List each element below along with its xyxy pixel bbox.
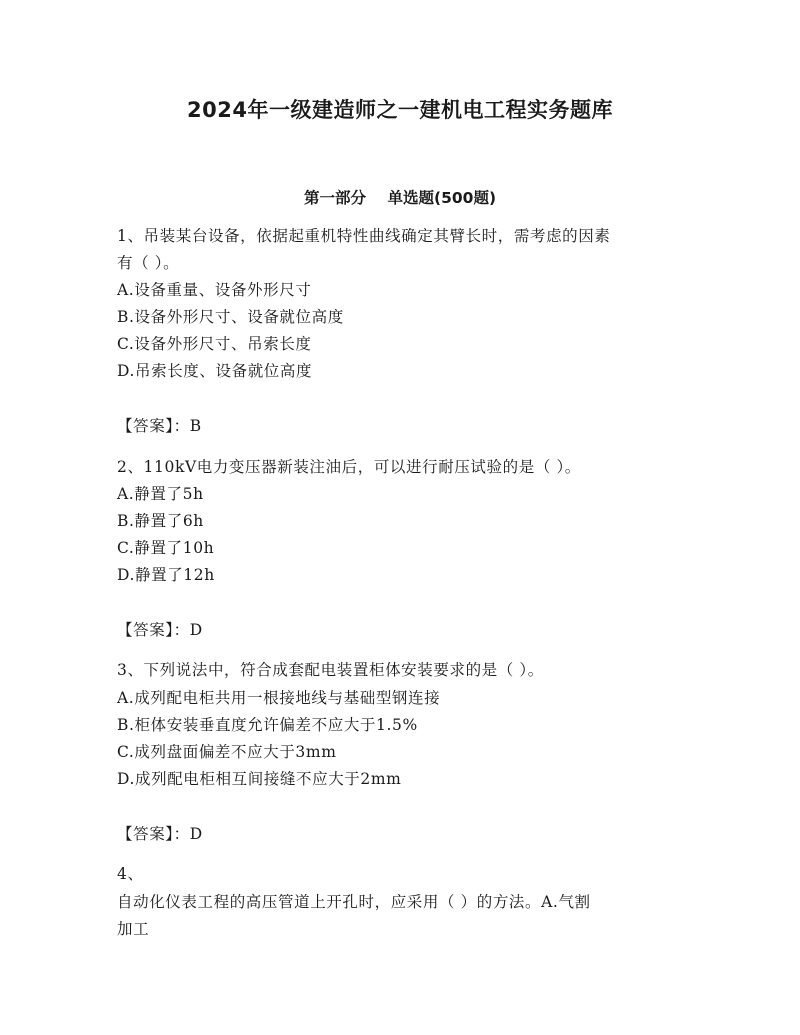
question-3-option-b: B.柜体安装垂直度允许偏差不应大于1.5% xyxy=(117,716,418,734)
question-3-stem: 3、下列说法中，符合成套配电装置柜体安装要求的是（ ）。 xyxy=(117,661,544,679)
question-3-answer: 【答案】：D xyxy=(117,825,203,843)
question-1-stem: 1、吊装某台设备，依据起重机特性曲线确定其臂长时，需考虑的因素 xyxy=(117,227,611,245)
question-3-option-d: D.成列配电柜相互间接缝不应大于2mm xyxy=(117,770,402,788)
question-2-answer: 【答案】：D xyxy=(117,621,203,639)
question-4-stem-cont: 加工 xyxy=(117,920,150,938)
question-1-option-a: A.设备重量、设备外形尺寸 xyxy=(117,281,312,299)
question-3-option-c: C.成列盘面偏差不应大于3mm xyxy=(117,743,337,761)
question-1-option-b: B.设备外形尺寸、设备就位高度 xyxy=(117,308,344,326)
document-title: 2024年一级建造师之一建机电工程实务题库 xyxy=(187,98,613,122)
section-title: 第一部分 单选题(500题) xyxy=(303,189,497,207)
question-2-option-b: B.静置了6h xyxy=(117,512,204,530)
question-2-option-a: A.静置了5h xyxy=(117,485,204,503)
question-4-number: 4、 xyxy=(117,865,144,883)
question-3-option-a: A.成列配电柜共用一根接地线与基础型钢连接 xyxy=(117,689,441,707)
question-1-answer: 【答案】：B xyxy=(117,417,202,435)
question-4-stem: 自动化仪表工程的高压管道上开孔时，应采用（ ）的方法。A.气割 xyxy=(117,893,591,911)
question-2-option-c: C.静置了10h xyxy=(117,539,215,557)
question-1-option-d: D.吊索长度、设备就位高度 xyxy=(117,362,313,380)
question-1-stem-cont: 有（ ）。 xyxy=(117,254,180,272)
question-1-option-c: C.设备外形尺寸、吊索长度 xyxy=(117,335,312,353)
question-2-option-d: D.静置了12h xyxy=(117,566,215,584)
question-2-stem: 2、110kV电力变压器新装注油后，可以进行耐压试验的是（ ）。 xyxy=(117,458,581,476)
